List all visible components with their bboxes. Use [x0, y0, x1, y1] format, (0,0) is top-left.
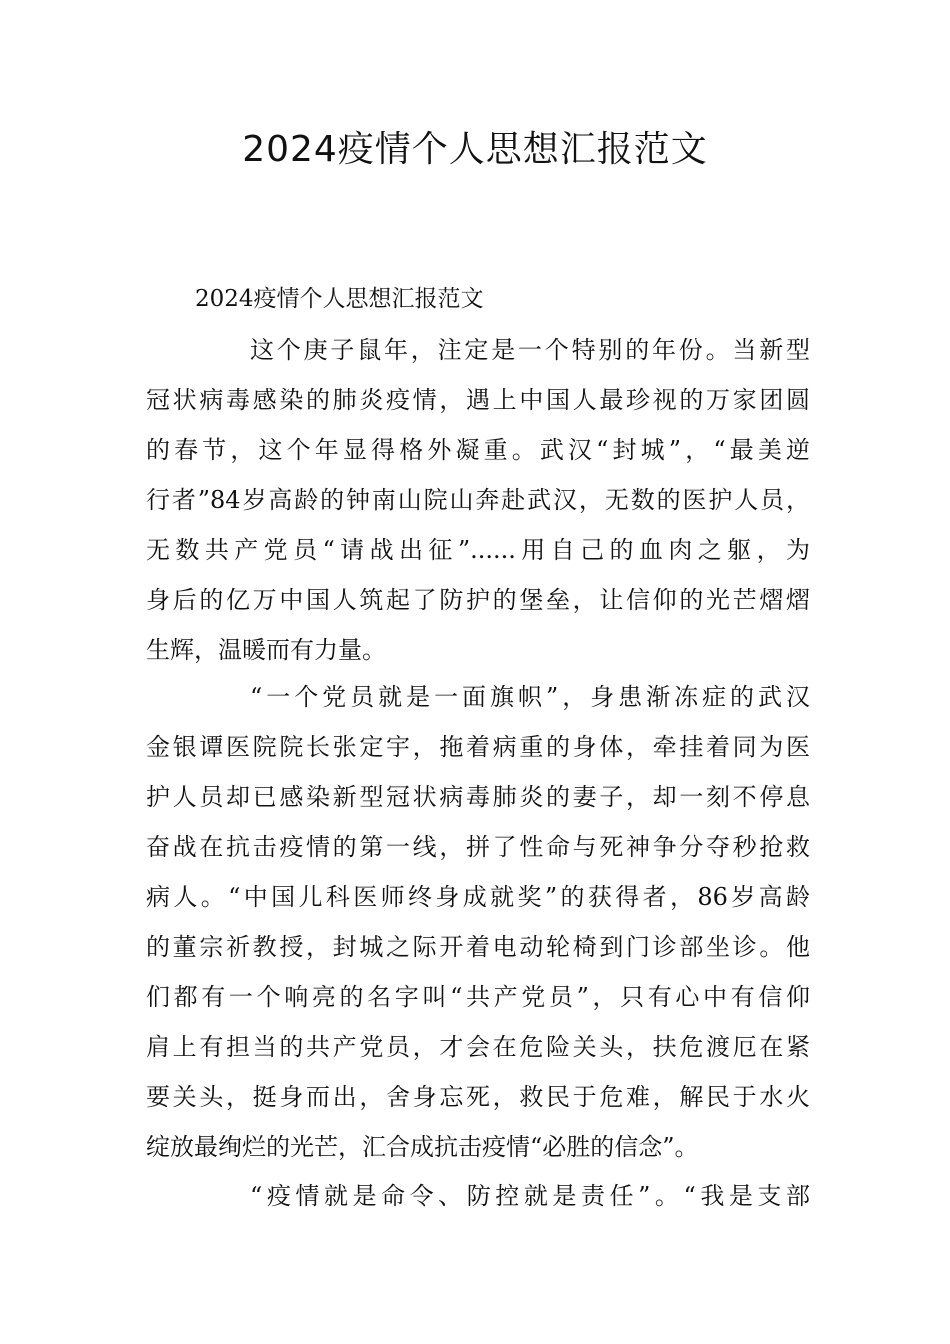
- paragraph-line: 行者”84岁高龄的钟南山院山奔赴武汉，无数的医护人员，: [146, 486, 810, 514]
- paragraph-line: 身后的亿万中国人筑起了防护的堡垒，让信仰的光芒熠熠: [146, 586, 810, 614]
- paragraph-3: [146, 1171, 810, 1221]
- document-subtitle: 2024疫情个人思想汇报范文: [195, 286, 484, 312]
- paragraph-line: 这个庚子鼠年，注定是一个特别的年份。当新型: [250, 336, 810, 364]
- paragraph-line: 冠状病毒感染的肺炎疫情，遇上中国人最珍视的万家团圆: [146, 386, 810, 414]
- paragraph-line: 的春节，这个年显得格外凝重。武汉“封城”，“最美逆: [146, 436, 810, 464]
- paragraph-line: 的董宗祈教授，封城之际开着电动轮椅到门诊部坐诊。他: [146, 933, 810, 961]
- paragraph-line: 肩上有担当的共产党员，才会在危险关头，扶危渡厄在紧: [146, 1033, 810, 1061]
- paragraph-line: 们都有一个响亮的名字叫“共产党员”，只有心中有信仰: [146, 983, 810, 1011]
- paragraph-line: 奋战在抗击疫情的第一线，拼了性命与死神争分夺秒抢救: [146, 833, 810, 861]
- document-title: 2024疫情个人思想汇报范文: [242, 129, 708, 170]
- paragraph-line: 要关头，挺身而出，舍身忘死，救民于危难，解民于水火: [146, 1083, 810, 1111]
- paragraph-line: 无数共产党员“请战出征”......用自己的血肉之躯，为: [146, 536, 810, 564]
- paragraph-2: [146, 672, 810, 1172]
- paragraph-line: 金银谭医院院长张定宇，拖着病重的身体，牵挂着同为医: [146, 733, 810, 761]
- paragraph-line: 病人。“中国儿科医师终身成就奖”的获得者，86岁高龄: [146, 883, 810, 911]
- paragraph-line: “一个党员就是一面旗帜”，身患渐冻症的武汉: [250, 683, 810, 711]
- paragraph-line: 生辉，温暖而有力量。: [146, 636, 386, 664]
- paragraph-line: 绽放最绚烂的光芒，汇合成抗击疫情“必胜的信念”。: [146, 1133, 699, 1161]
- paragraph-line: 护人员却已感染新型冠状病毒肺炎的妻子，却一刻不停息: [146, 783, 810, 811]
- paragraph-line: “疫情就是命令、防控就是责任”。“我是支部: [250, 1182, 810, 1210]
- paragraph-1: [146, 325, 810, 675]
